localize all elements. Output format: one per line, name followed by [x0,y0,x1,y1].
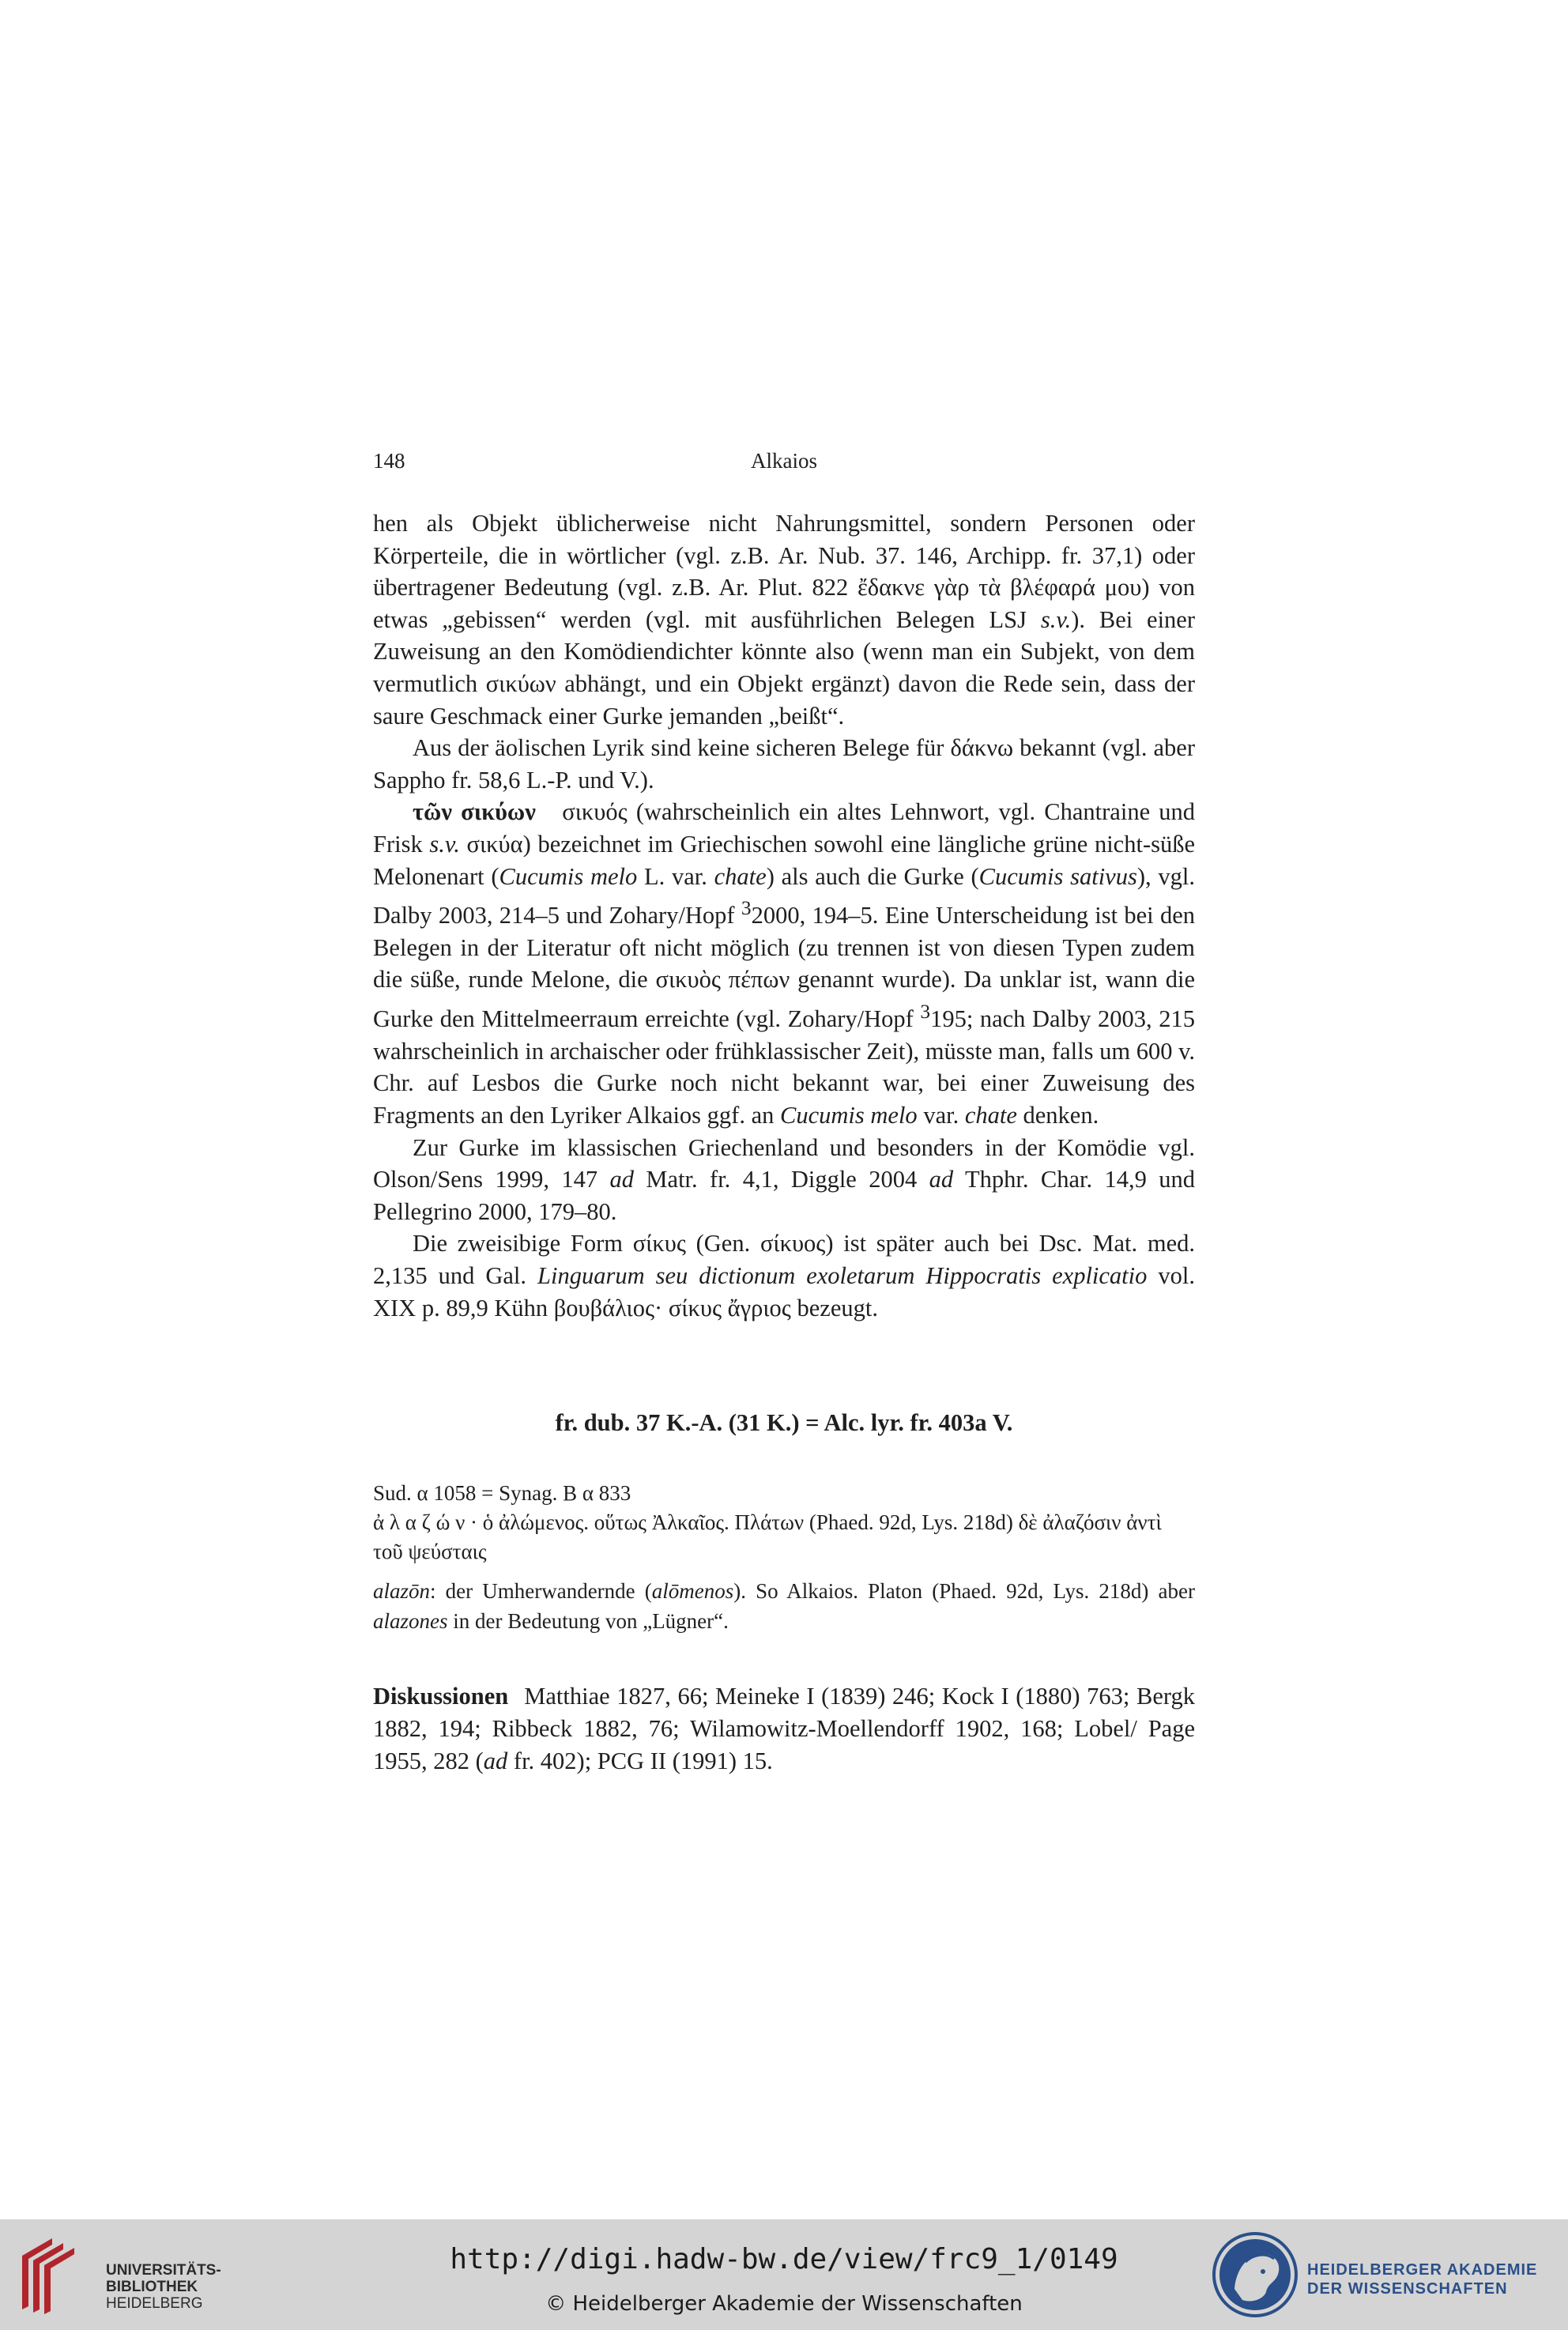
athena-head-icon [1211,2230,1299,2319]
paragraph-1: hen als Objekt üblicherweise nicht Nahrungsmittel, sondern Personen oder Körperteile, die in wörtlicher (vgl. z.B. Ar. Nub. 37. 146, Archipp. fr. 37,1) oder übertragener Bedeutung (vgl. z.B. Ar. Plut. 822 ἔδακνε γὰρ τὰ βλέφαρά μου) von etwas „gebissen“ werden (vgl. mit ausführlichen Belegen LSJ s.v.). Bei einer Zuweisung an den Komödiendichter könnte also (wenn man ein Subjekt, von dem vermutlich σικύων abhängt, und ein Objekt ergänzt) davon die Rede sein, dass der saure Geschmack einer Gurke jemanden „beißt“. [373,510,1195,730]
page-number: 148 [373,449,405,473]
testimonium [373,1479,1195,1567]
footer-bar [0,2219,1568,2330]
ub-logo-text: UNIVERSITÄTS- BIBLIOTHEK HEIDELBERG [106,2262,221,2312]
hadw-logo[interactable] [1211,2230,1551,2319]
discussions-label: Diskussionen [373,1683,509,1710]
paragraph-4: Zur Gurke im klassischen Griechenland und besonders in der Komödie vgl. Olson/Sens 1999, 147 ad Matr. fr. 4,1, Diggle 2004 ad Thphr. Char. 14,9 und Pellegrino 2000, 179–80. [373,1133,1195,1225]
copyright-notice: © Heidelberger Akademie der Wissenschaften [545,2292,1023,2316]
running-head: Alkaios [751,449,817,473]
page-header [373,449,1195,477]
paragraph-3: τῶν σικύων σικυός (wahrscheinlich ein altes Lehnwort, vgl. Chantraine und Frisk s.v. σικύα) bezeichnet im Griechischen sowohl eine längliche grüne nicht-süße Melonenart (Cucumis melo L. var. chate) als auch die Gurke (Cucumis sativus), vgl. Dalby 2003, 214–5 und Zohary/Hopf $^3$2000, 194–5. Eine Unterscheidung ist bei den Belegen in der Literatur oft nicht möglich (zu trennen ist von diesen Typen zudem die süße, runde Melone, die σικυὸς πέπων genannt wurde). Da unklar ist, wann die Gurke den Mittelmeerraum erreichte (vgl. Zohary/Hopf $^3$195; nach Dalby 2003, 215 wahrscheinlich in archaischer oder frühklassischer Zeit), müsste man, falls um 600 v. Chr. auf Lesbos die Gurke noch nicht bekannt war, bei einer Zuweisung des Fragments an den Lyriker Alkaios ggf. an Cucumis melo var. chate denken. [373,798,1196,1129]
discussions: Diskussionen Matthiae 1827, 66; Meineke I (1839) 246; Kock I (1880) 763; Bergk 1882, 194; Ribbeck 1882, 76; Wilamowitz-Moellendorff 1902, 168; Lobel/ Page 1955, 282 (ad fr. 402); PCG II (1991) 15. [373,1683,1195,1774]
lemma: τῶν σικύων [413,798,536,826]
fragment-heading: fr. dub. 37 K.-A. (31 K.) = Alc. lyr. fr. 403a V. [555,1409,1013,1436]
paragraph-5: Die zweisibige Form σίκυς (Gen. σίκυος) ist später auch bei Dsc. Mat. med. 2,135 und Gal. Linguarum seu dictionum exoletarum Hippocratis explicatio vol. XIX p. 89,9 Kühn βουβάλιος· σίκυς ἄγριος bezeugt. [373,1230,1195,1321]
testimonium-source: Sud. α 1058 = Synag. Β α 833 [373,1481,631,1505]
commentary-body [373,507,1195,1324]
translation: alazōn: der Umherwandernde (alōmenos). So Alkaios. Platon (Phaed. 92d, Lys. 218d) aber alazones in der Bedeutung von „Lügner“. [373,1579,1195,1633]
paragraph-2: Aus der äolischen Lyrik sind keine sicheren Belege für δάκνω bekannt (vgl. aber Sappho fr. 58,6 L.-P. und V.). [373,734,1195,794]
permalink-url[interactable]: http://digi.hadw-bw.de/view/frc9_1/0149 [450,2243,1118,2275]
hadw-logo-text: HEIDELBERGER AKADEMIE DER WISSENSCHAFTEN [1307,2261,1538,2298]
testimonium-text: ἀ λ α ζ ώ ν · ὁ ἀλώμενος. οὕτως Ἀλκαῖος. Πλάτων (Phaed. 92d, Lys. 218d) δὲ ἀλαζόσιν ἀντὶ τοῦ ψεύσταις [373,1510,1162,1563]
